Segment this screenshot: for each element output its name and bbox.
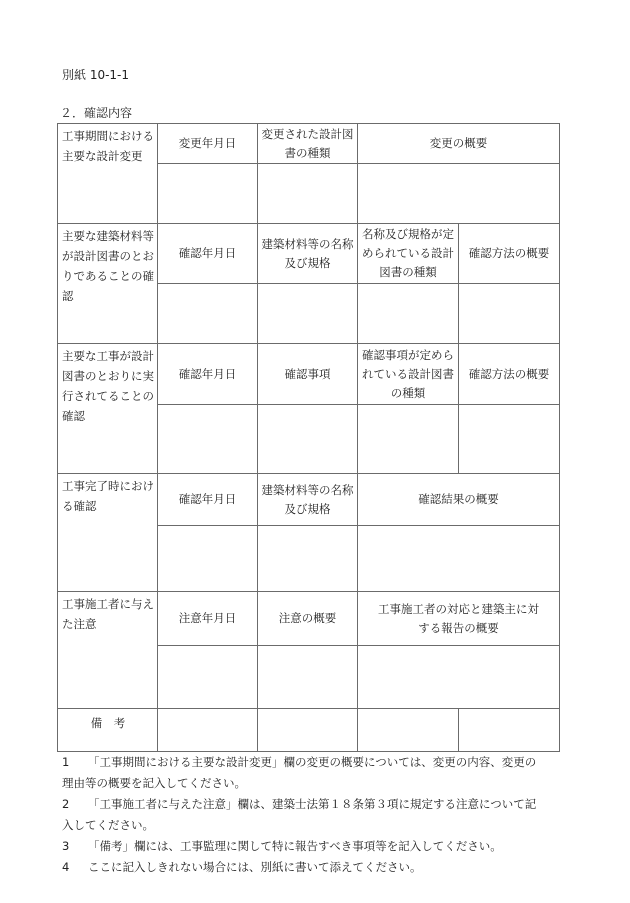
- header-changed-drawing-type: 変更された設計図書の種類: [258, 124, 358, 164]
- header-completion-name-spec: 建築材料等の名称及び規格: [258, 474, 358, 526]
- input-materials-date[interactable]: [158, 284, 258, 344]
- input-completion-result[interactable]: [358, 526, 560, 592]
- header-completion-result: 確認結果の概要: [358, 474, 560, 526]
- header-materials-method: 確認方法の概要: [459, 224, 560, 284]
- header-works-method: 確認方法の概要: [459, 344, 560, 405]
- note-text: ここに記入しきれない場合には、別紙に書いて添えてください。: [88, 860, 422, 874]
- input-change-date[interactable]: [158, 164, 258, 224]
- note-item: [62, 794, 582, 815]
- note-text: 「工事施工者に与えた注意」欄は、建築士法第１８条第３項に規定する注意について記: [88, 797, 537, 811]
- input-materials-drawing-type[interactable]: [358, 284, 459, 344]
- input-works-date[interactable]: [158, 405, 258, 474]
- input-remarks-1[interactable]: [158, 709, 258, 752]
- input-caution-summary[interactable]: [258, 646, 358, 709]
- note-item: [62, 857, 582, 878]
- materials-check-label: 主要な建築材料等が設計図書のとおりであることの確認: [58, 224, 158, 344]
- works-check-label: 主要な工事が設計図書のとおりに実行されてることの確認: [58, 344, 158, 474]
- header-materials-date: 確認年月日: [158, 224, 258, 284]
- input-works-drawing-type[interactable]: [358, 405, 459, 474]
- input-change-summary[interactable]: [358, 164, 560, 224]
- input-materials-method[interactable]: [459, 284, 560, 344]
- header-completion-date: 確認年月日: [158, 474, 258, 526]
- note-number: 2: [62, 797, 70, 811]
- page-reference: 別紙 10-1-1: [62, 68, 130, 82]
- header-materials-name-spec: 建築材料等の名称及び規格: [258, 224, 358, 284]
- section-title: ２．確認内容: [60, 106, 133, 120]
- note-text: 「工事期間における主要な設計変更」欄の変更の概要については、変更の内容、変更の: [88, 755, 537, 769]
- confirmation-table: [57, 123, 560, 752]
- input-materials-name-spec[interactable]: [258, 284, 358, 344]
- input-works-method[interactable]: [459, 405, 560, 474]
- note-text: 「備考」欄には、工事監理に関して特に報告すべき事項等を記入してください。: [88, 839, 502, 853]
- input-remarks-2[interactable]: [258, 709, 358, 752]
- header-works-item: 確認事項: [258, 344, 358, 405]
- input-completion-date[interactable]: [158, 526, 258, 592]
- note-continuation: 入してください。: [62, 818, 154, 832]
- note-continuation: 理由等の概要を記入してください。: [62, 776, 246, 790]
- header-change-summary: 変更の概要: [358, 124, 560, 164]
- header-caution-response: 工事施工者の対応と建築主に対する報告の概要: [358, 592, 560, 646]
- note-item: [62, 836, 582, 857]
- header-works-drawing-type: 確認事項が定められている設計図書の種類: [358, 344, 459, 405]
- header-materials-drawing-type: 名称及び規格が定められている設計図書の種類: [358, 224, 459, 284]
- input-remarks-3[interactable]: [358, 709, 459, 752]
- note-number: 4: [62, 860, 70, 874]
- notes-list: [62, 752, 582, 878]
- note-number: 3: [62, 839, 70, 853]
- cautions-label: 工事施工者に与えた注意: [58, 592, 158, 709]
- input-caution-response[interactable]: [358, 646, 560, 709]
- header-works-date: 確認年月日: [158, 344, 258, 405]
- header-caution-summary: 注意の概要: [258, 592, 358, 646]
- header-caution-date: 注意年月日: [158, 592, 258, 646]
- header-change-date: 変更年月日: [158, 124, 258, 164]
- remarks-label: 備 考: [58, 709, 158, 752]
- input-completion-name-spec[interactable]: [258, 526, 358, 592]
- design-change-label: 工事期間における主要な設計変更: [58, 124, 158, 224]
- input-caution-date[interactable]: [158, 646, 258, 709]
- input-remarks-4[interactable]: [459, 709, 560, 752]
- note-item: [62, 752, 582, 773]
- input-changed-drawing-type[interactable]: [258, 164, 358, 224]
- completion-check-label: 工事完了時における確認: [58, 474, 158, 592]
- input-works-item[interactable]: [258, 405, 358, 474]
- note-number: 1: [62, 755, 70, 769]
